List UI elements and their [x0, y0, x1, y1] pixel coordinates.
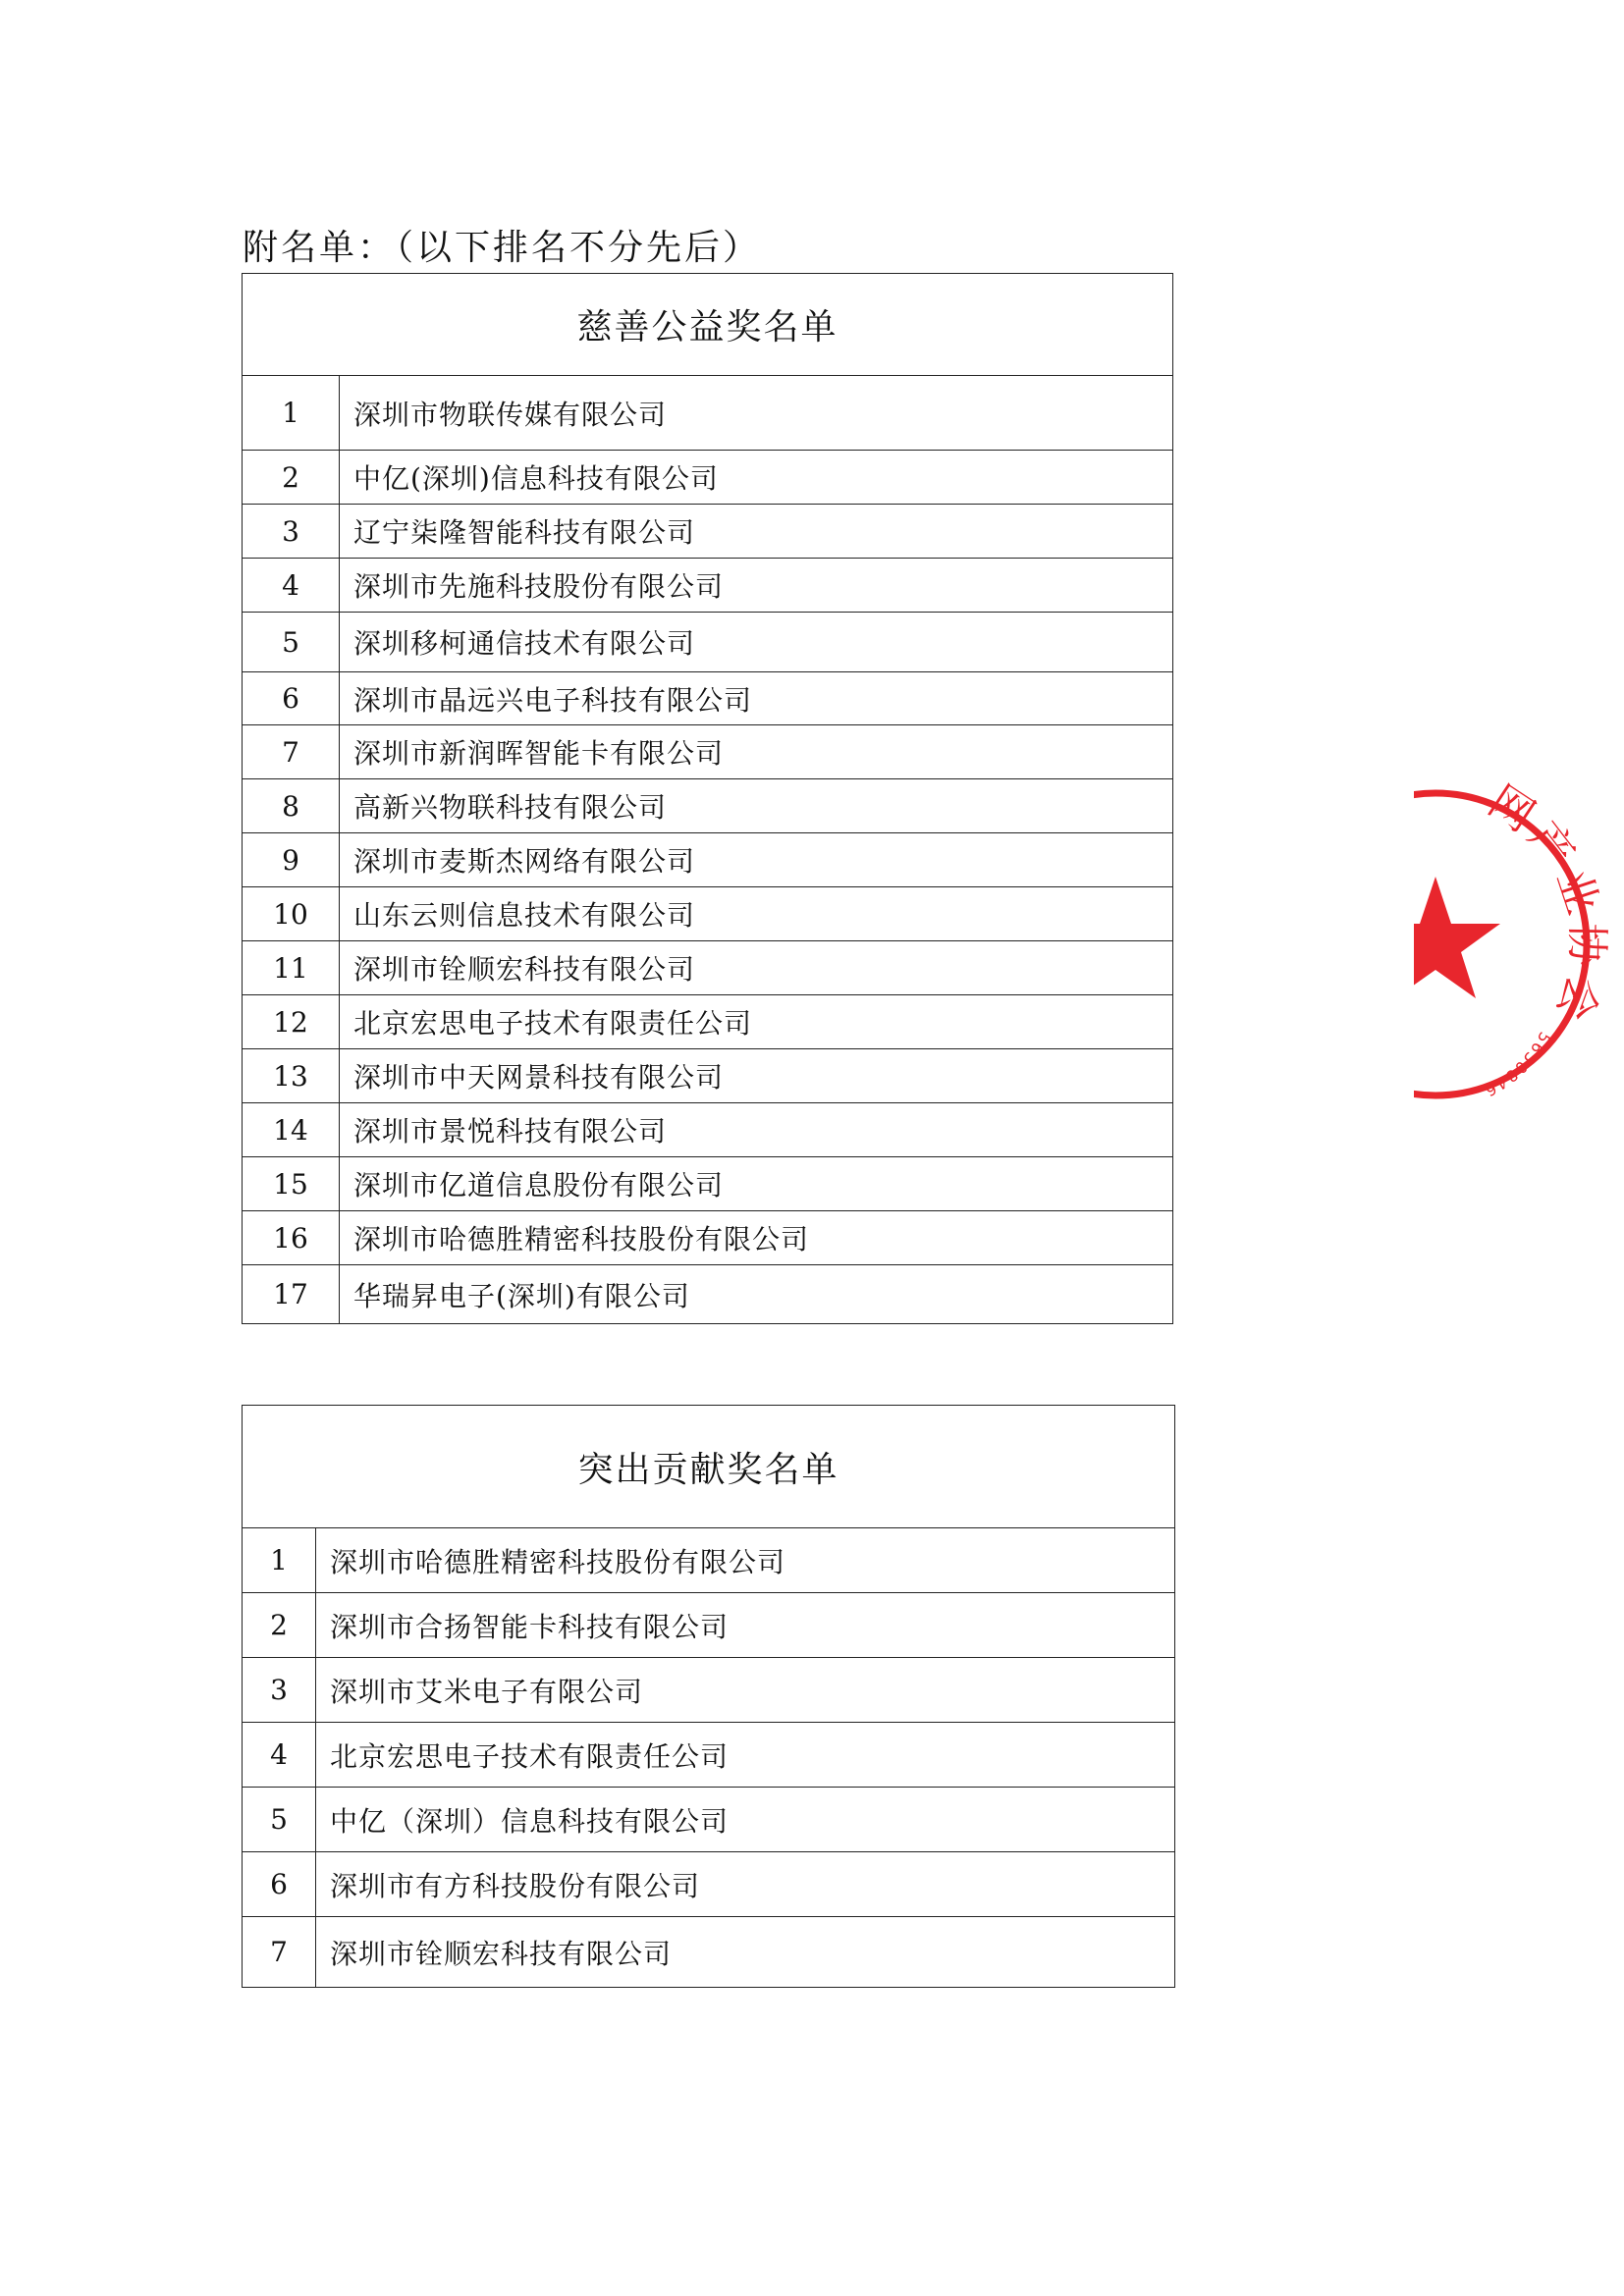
row-number: 5 [243, 613, 340, 672]
company-name: 深圳市晶远兴电子科技有限公司 [340, 672, 1173, 725]
table-title-row [243, 274, 1173, 376]
row-number: 11 [243, 941, 340, 995]
row-number: 2 [243, 451, 340, 505]
row-number: 2 [243, 1593, 316, 1658]
company-name: 深圳市有方科技股份有限公司 [316, 1852, 1175, 1917]
row-number: 14 [243, 1103, 340, 1157]
seal-star-icon [1414, 877, 1500, 998]
table-row [243, 1265, 1173, 1324]
table-row [243, 1528, 1175, 1593]
table-row [243, 1723, 1175, 1788]
page-heading: 附名单：（以下排名不分先后） [243, 228, 762, 268]
company-name: 深圳市物联传媒有限公司 [340, 376, 1173, 451]
table-row [243, 672, 1173, 725]
table-row [243, 1049, 1173, 1103]
row-number: 10 [243, 887, 340, 941]
row-number: 17 [243, 1265, 340, 1324]
table-row [243, 1157, 1173, 1211]
row-number: 1 [243, 376, 340, 451]
seal-text: 网产业协会 [1479, 775, 1612, 1033]
table-row [243, 1593, 1175, 1658]
company-name: 深圳市铨顺宏科技有限公司 [340, 941, 1173, 995]
table-row [243, 613, 1173, 672]
row-number: 3 [243, 1658, 316, 1723]
company-name: 高新兴物联科技有限公司 [340, 779, 1173, 833]
table-row [243, 505, 1173, 559]
row-number: 9 [243, 833, 340, 887]
table-row [243, 1658, 1175, 1723]
row-number: 3 [243, 505, 340, 559]
row-number: 6 [243, 1852, 316, 1917]
company-name: 深圳市哈德胜精密科技股份有限公司 [340, 1211, 1173, 1265]
row-number: 5 [243, 1788, 316, 1852]
company-name: 中亿(深圳)信息科技有限公司 [340, 451, 1173, 505]
row-number: 6 [243, 672, 340, 725]
table-title: 慈善公益奖名单 [243, 274, 1173, 376]
company-name: 深圳移柯通信技术有限公司 [340, 613, 1173, 672]
table-title: 突出贡献奖名单 [243, 1406, 1175, 1528]
company-name: 辽宁柒隆智能科技有限公司 [340, 505, 1173, 559]
company-name: 北京宏思电子技术有限责任公司 [316, 1723, 1175, 1788]
table-row [243, 1852, 1175, 1917]
company-name: 深圳市合扬智能卡科技有限公司 [316, 1593, 1175, 1658]
row-number: 8 [243, 779, 340, 833]
table-row [243, 995, 1173, 1049]
outstanding-contribution-award-table [242, 1405, 1175, 1988]
table-row [243, 941, 1173, 995]
row-number: 7 [243, 725, 340, 779]
charity-award-table [242, 273, 1173, 1324]
company-name: 深圳市亿道信息股份有限公司 [340, 1157, 1173, 1211]
row-number: 4 [243, 559, 340, 613]
company-name: 深圳市麦斯杰网络有限公司 [340, 833, 1173, 887]
company-name: 北京宏思电子技术有限责任公司 [340, 995, 1173, 1049]
table-row [243, 1103, 1173, 1157]
company-name: 华瑞昇电子(深圳)有限公司 [340, 1265, 1173, 1324]
table-row [243, 1788, 1175, 1852]
table-row [243, 887, 1173, 941]
company-name: 深圳市哈德胜精密科技股份有限公司 [316, 1528, 1175, 1593]
company-name: 深圳市铨顺宏科技有限公司 [316, 1917, 1175, 1988]
company-name: 深圳市先施科技股份有限公司 [340, 559, 1173, 613]
company-name: 深圳市中天网景科技有限公司 [340, 1049, 1173, 1103]
row-number: 12 [243, 995, 340, 1049]
company-name: 深圳市景悦科技有限公司 [340, 1103, 1173, 1157]
row-number: 15 [243, 1157, 340, 1211]
table-row [243, 376, 1173, 451]
table-title-row [243, 1406, 1175, 1528]
seal-code: 5650846 [1480, 1029, 1555, 1101]
row-number: 16 [243, 1211, 340, 1265]
table-row [243, 451, 1173, 505]
seal-stamp-icon [1414, 766, 1624, 1119]
company-name: 中亿（深圳）信息科技有限公司 [316, 1788, 1175, 1852]
company-name: 山东云则信息技术有限公司 [340, 887, 1173, 941]
table-row [243, 1917, 1175, 1988]
row-number: 4 [243, 1723, 316, 1788]
table-row [243, 1211, 1173, 1265]
table-row [243, 559, 1173, 613]
row-number: 1 [243, 1528, 316, 1593]
table-row [243, 833, 1173, 887]
company-name: 深圳市艾米电子有限公司 [316, 1658, 1175, 1723]
row-number: 13 [243, 1049, 340, 1103]
table-row [243, 779, 1173, 833]
row-number: 7 [243, 1917, 316, 1988]
table-row [243, 725, 1173, 779]
official-seal [1414, 766, 1624, 1119]
company-name: 深圳市新润晖智能卡有限公司 [340, 725, 1173, 779]
